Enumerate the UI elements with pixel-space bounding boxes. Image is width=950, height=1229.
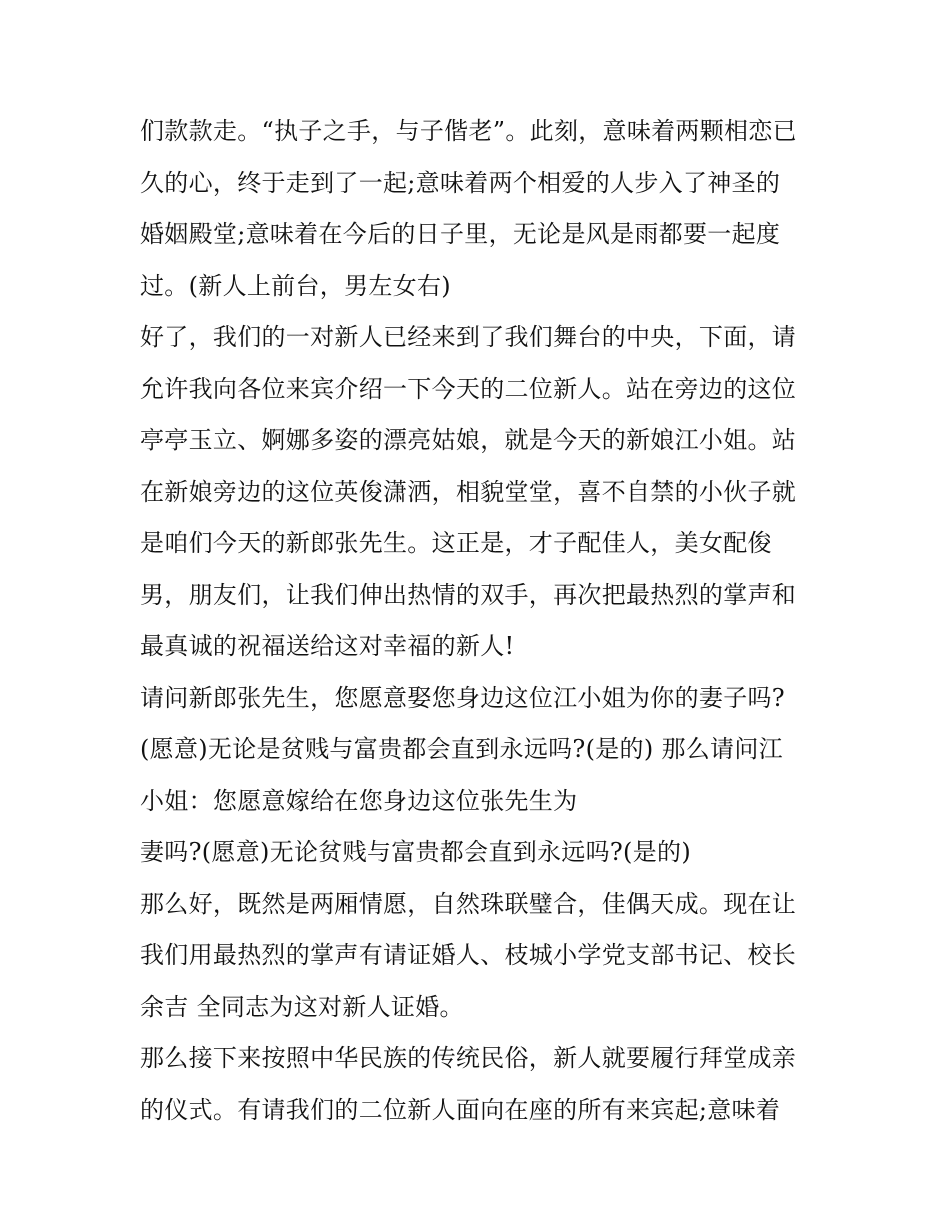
text-line: 在新娘旁边的这位英俊潇洒，相貌堂堂，喜不自禁的小伙子就 [140,477,797,506]
text-line: 们款款走。“执子之手，与子偕老”。此刻，意味着两颗相恋已 [140,117,797,145]
text-line: 妻吗?(愿意)无论贫贱与富贵都会直到永远吗?(是的) [140,838,691,866]
text-line: 过。(新人上前台，男左女右) [140,271,451,300]
text-line: 男，朋友们，让我们伸出热情的双手，再次把最热烈的掌声和 [140,580,797,609]
text-line: 最真诚的祝福送给这对幸福的新人! [140,632,515,660]
text-line: 久的心，终于走到了一起;意味着两个相爱的人步入了神圣的 [140,168,781,197]
text-line: 的仪式。有请我们的二位新人面向在座的所有来宾起;意味着 [140,1095,781,1124]
text-line: 余吉 全同志为这对新人证婚。 [140,992,464,1021]
text-line: 那么接下来按照中华民族的传统民俗，新人就要履行拜堂成亲 [140,1044,797,1072]
document-body [140,106,820,1136]
text-line: 好了，我们的一对新人已经来到了我们舞台的中央，下面，请 [140,323,797,351]
text-line: 允许我向各位来宾介绍一下今天的二位新人。站在旁边的这位 [140,374,797,403]
text-line: 小姐：您愿意嫁给在您身边这位张先生为 [140,786,578,815]
text-line: 亭亭玉立、婀娜多姿的漂亮姑娘，就是今天的新娘江小姐。站 [140,426,797,454]
text-line: 婚姻殿堂;意味着在今后的日子里，无论是风是雨都要一起度 [140,220,781,248]
text-line: 那么好，既然是两厢情愿，自然珠联璧合，佳偶天成。现在让 [140,889,797,918]
text-line: 我们用最热烈的掌声有请证婚人、枝城小学党支部书记、校长 [140,941,797,969]
text-line: 请问新郎张先生，您愿意娶您身边这位江小姐为你的妻子吗? [140,683,785,712]
text-line: (愿意)无论是贫贱与富贵都会直到永远吗?(是的) 那么请问江 [140,735,783,763]
text-line: 是咱们今天的新郎张先生。这正是，才子配佳人，美女配俊 [140,529,772,557]
